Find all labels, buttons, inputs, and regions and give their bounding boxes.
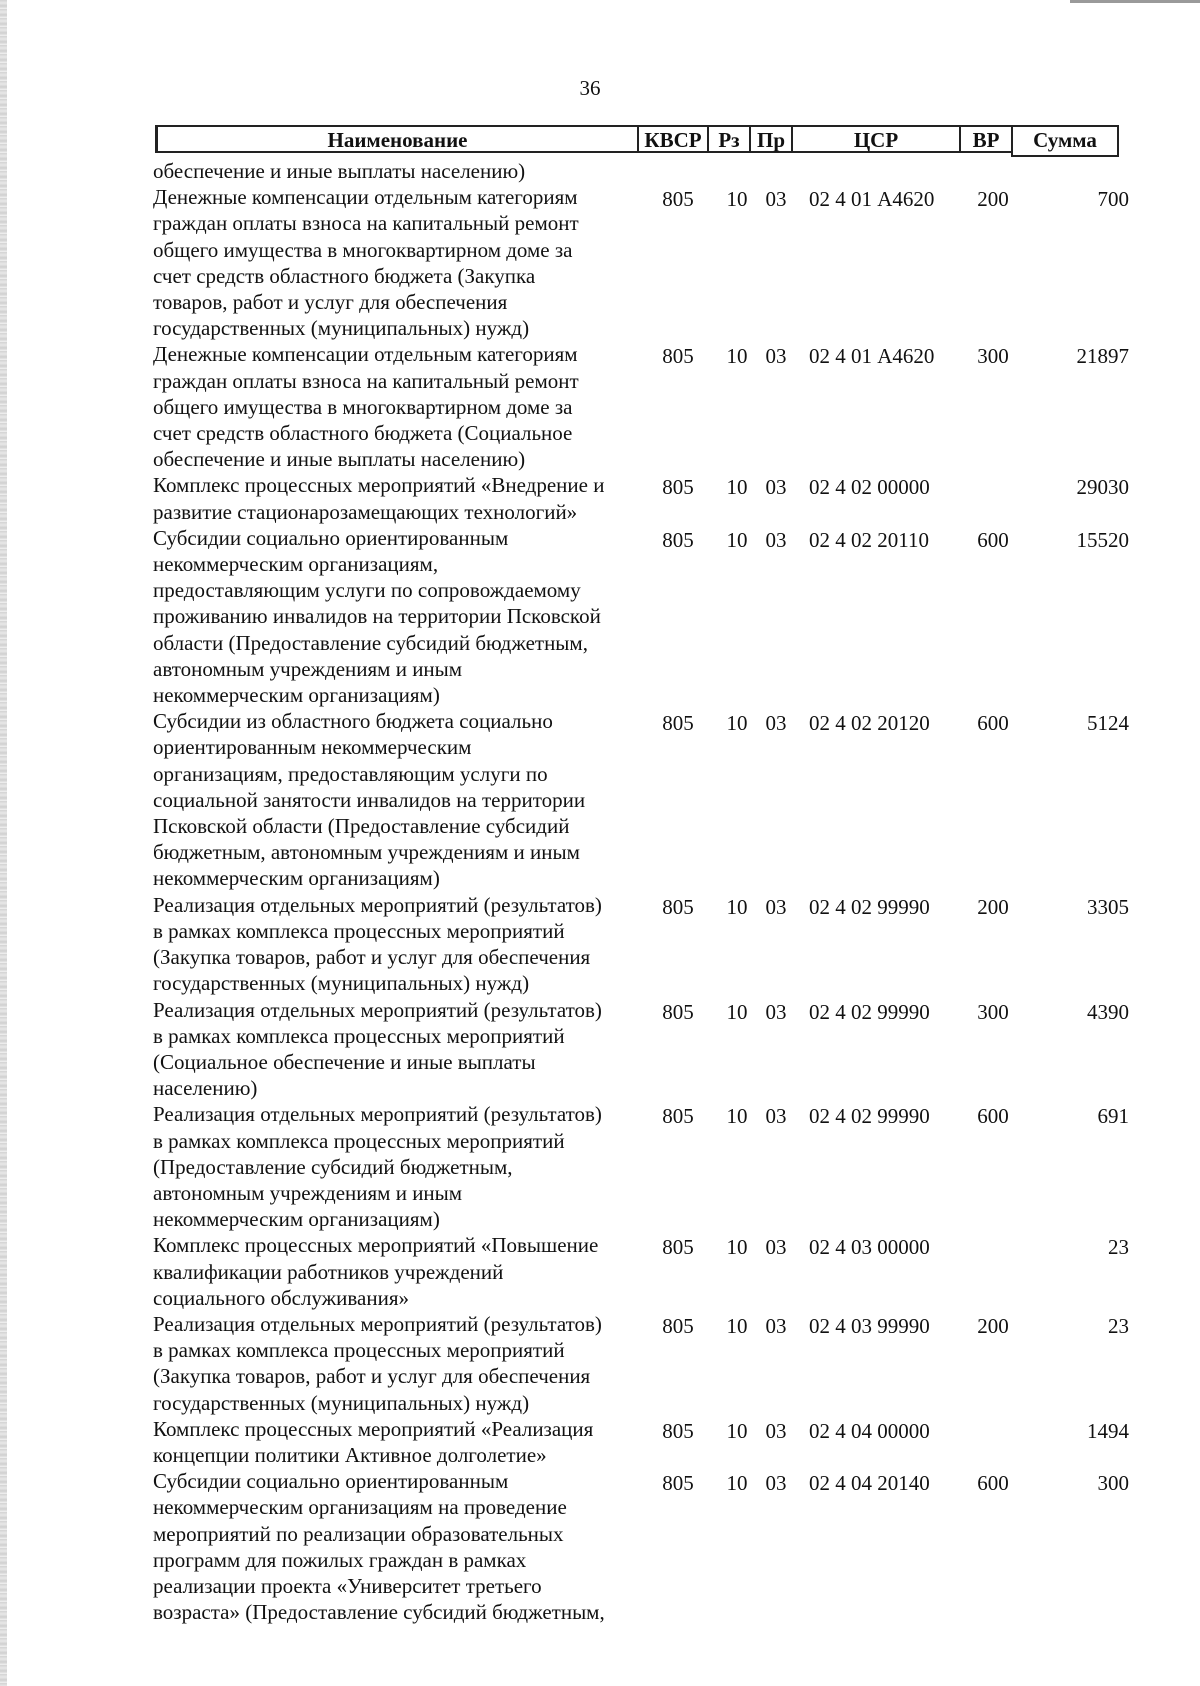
row-name-line: (Предоставление субсидий бюджетным, <box>153 1154 513 1179</box>
row-kvsr: 805 <box>662 1418 694 1443</box>
row-name-line: Субсидии из областного бюджета социально <box>153 709 553 734</box>
row-pr: 03 <box>765 527 787 552</box>
row-csr: 02 4 03 99990 <box>809 1313 930 1338</box>
table-row <box>153 1468 1133 1625</box>
header-name <box>155 125 639 153</box>
row-name-line: населению) <box>153 1076 258 1101</box>
row-kvsr: 805 <box>662 999 694 1024</box>
row-vr: 600 <box>977 527 1009 552</box>
row-kvsr: 805 <box>662 894 694 919</box>
row-name-line: в рамках комплекса процессных мероприятий <box>153 918 565 943</box>
row-csr: 02 4 03 00000 <box>809 1235 930 1260</box>
row-sum: 300 <box>1097 1471 1129 1496</box>
header-sum-label: Сумма <box>1033 128 1097 152</box>
row-name <box>153 472 633 524</box>
row-name-line: автономным учреждениям и иным <box>153 656 463 681</box>
row-name-line: организациям, предоставляющим услуги по <box>153 761 548 786</box>
row-name <box>153 997 633 1102</box>
row-pr: 03 <box>765 999 787 1024</box>
header-rz <box>707 125 751 153</box>
row-name <box>153 1311 633 1416</box>
scan-top-rule <box>1070 0 1200 3</box>
row-name-line: счет средств областного бюджета (Социальное <box>153 421 573 446</box>
header-kvsr-label: КВСР <box>644 128 702 152</box>
row-rz: 10 <box>726 1104 748 1129</box>
row-sum: 29030 <box>1076 475 1129 500</box>
table-row <box>153 708 1133 891</box>
table-row <box>153 1101 1133 1232</box>
row-sum: 15520 <box>1076 527 1129 552</box>
table-row <box>153 997 1133 1102</box>
table-row <box>153 1416 1133 1468</box>
row-name-line: некоммерческим организациям) <box>153 1207 440 1232</box>
row-pr: 03 <box>765 711 787 736</box>
row-name-line: Реализация отдельных мероприятий (результатов) <box>153 997 602 1022</box>
table-body <box>153 158 1133 1625</box>
header-csr <box>791 125 961 153</box>
row-name-line: граждан оплаты взноса на капитальный ремонт <box>153 368 579 393</box>
row-name-line: общего имущества в многоквартирном доме за <box>153 394 573 419</box>
row-csr: 02 4 01 А4620 <box>809 344 935 369</box>
row-name-line: Псковской области (Предоставление субсидий <box>153 814 570 839</box>
row-vr: 600 <box>977 711 1009 736</box>
table-row <box>153 892 1133 997</box>
row-name-line: некоммерческим организациям) <box>153 866 440 891</box>
row-vr: 600 <box>977 1471 1009 1496</box>
table-row <box>153 184 1133 341</box>
header-pr-label: Пр <box>756 128 785 152</box>
row-name-line: в рамках комплекса процессных мероприятий <box>153 1128 565 1153</box>
row-name-line: Субсидии социально ориентированным <box>153 1469 509 1494</box>
row-name <box>153 1232 633 1311</box>
row-rz: 10 <box>726 1471 748 1496</box>
row-name <box>153 341 633 472</box>
scan-left-edge <box>0 0 7 1686</box>
row-name <box>153 1101 633 1232</box>
row-vr: 300 <box>977 344 1009 369</box>
row-kvsr: 805 <box>662 711 694 736</box>
table-row <box>153 158 1133 184</box>
row-name-line: Денежные компенсации отдельным категориям <box>153 342 578 367</box>
row-name <box>153 1416 633 1468</box>
row-name-line: государственных (муниципальных) нужд) <box>153 1390 530 1415</box>
row-csr: 02 4 02 99990 <box>809 1104 930 1129</box>
row-name-line: ориентированным некоммерческим <box>153 735 472 760</box>
row-vr: 200 <box>977 894 1009 919</box>
row-name <box>153 158 633 184</box>
row-sum: 700 <box>1097 187 1129 212</box>
table-row <box>153 525 1133 708</box>
row-rz: 10 <box>726 475 748 500</box>
row-name-line: товаров, работ и услуг для обеспечения <box>153 290 508 315</box>
row-csr: 02 4 04 20140 <box>809 1471 930 1496</box>
row-name-line: Реализация отдельных мероприятий (результатов) <box>153 1311 602 1336</box>
row-rz: 10 <box>726 1235 748 1260</box>
row-name-line: Комплекс процессных мероприятий «Внедрение и <box>153 473 605 498</box>
row-sum: 5124 <box>1087 711 1129 736</box>
row-name <box>153 708 633 891</box>
row-name-line: Комплекс процессных мероприятий «Повышение <box>153 1233 599 1258</box>
row-name-line: общего имущества в многоквартирном доме за <box>153 237 573 262</box>
header-vr-label: ВР <box>972 128 1000 152</box>
row-sum: 691 <box>1097 1104 1129 1129</box>
row-name-line: квалификации работников учреждений <box>153 1259 504 1284</box>
row-name-line: государственных (муниципальных) нужд) <box>153 316 530 341</box>
row-name-line: (Социальное обеспечение и иные выплаты <box>153 1049 536 1074</box>
row-vr: 200 <box>977 187 1009 212</box>
row-kvsr: 805 <box>662 1313 694 1338</box>
row-kvsr: 805 <box>662 344 694 369</box>
row-csr: 02 4 04 00000 <box>809 1418 930 1443</box>
table-row <box>153 341 1133 472</box>
row-rz: 10 <box>726 711 748 736</box>
row-kvsr: 805 <box>662 187 694 212</box>
row-name-line: (Закупка товаров, работ и услуг для обеспечения <box>153 1364 591 1389</box>
row-name-line: области (Предоставление субсидий бюджетным, <box>153 630 588 655</box>
row-pr: 03 <box>765 1471 787 1496</box>
row-name-line: социальной занятости инвалидов на территории <box>153 787 586 812</box>
row-name-line: проживанию инвалидов на территории Псковской <box>153 604 601 629</box>
row-pr: 03 <box>765 187 787 212</box>
row-name-line: граждан оплаты взноса на капитальный ремонт <box>153 211 579 236</box>
row-name-line: мероприятий по реализации образовательных <box>153 1521 564 1546</box>
row-rz: 10 <box>726 1313 748 1338</box>
row-name-line: Реализация отдельных мероприятий (результатов) <box>153 892 602 917</box>
row-csr: 02 4 01 А4620 <box>809 187 935 212</box>
row-sum: 23 <box>1108 1235 1129 1260</box>
row-name-line: социального обслуживания» <box>153 1285 409 1310</box>
header-csr-label: ЦСР <box>853 128 899 152</box>
row-name-line: (Закупка товаров, работ и услуг для обеспечения <box>153 945 591 970</box>
row-name-line: программ для пожилых граждан в рамках <box>153 1547 527 1572</box>
header-kvsr <box>637 125 709 153</box>
header-rz-label: Рз <box>718 128 740 152</box>
row-name-line: автономным учреждениям и иным <box>153 1180 463 1205</box>
row-name-line: концепции политики Активное долголетие» <box>153 1442 547 1467</box>
row-vr: 200 <box>977 1313 1009 1338</box>
row-name-line: Денежные компенсации отдельным категориям <box>153 185 578 210</box>
row-name-line: предоставляющим услуги по сопровождаемому <box>153 578 581 603</box>
row-csr: 02 4 02 99990 <box>809 894 930 919</box>
row-name-line: некоммерческим организациям на проведение <box>153 1495 567 1520</box>
row-csr: 02 4 02 00000 <box>809 475 930 500</box>
row-sum: 21897 <box>1076 344 1129 369</box>
row-rz: 10 <box>726 999 748 1024</box>
row-name-line: Комплекс процессных мероприятий «Реализация <box>153 1416 594 1441</box>
row-name <box>153 184 633 341</box>
row-name-line: развитие стационарозамещающих технологий» <box>153 499 578 524</box>
row-csr: 02 4 02 99990 <box>809 999 930 1024</box>
row-rz: 10 <box>726 187 748 212</box>
row-name-line: возраста» (Предоставление субсидий бюджетным, <box>153 1600 605 1625</box>
row-sum: 23 <box>1108 1313 1129 1338</box>
row-rz: 10 <box>726 527 748 552</box>
row-kvsr: 805 <box>662 1104 694 1129</box>
row-vr: 300 <box>977 999 1009 1024</box>
row-pr: 03 <box>765 1418 787 1443</box>
row-kvsr: 805 <box>662 1235 694 1260</box>
row-name-line: в рамках комплекса процессных мероприятий <box>153 1338 565 1363</box>
row-kvsr: 805 <box>662 1471 694 1496</box>
row-name-line: обеспечение и иные выплаты населению) <box>153 159 526 183</box>
table-row <box>153 1232 1133 1311</box>
row-vr: 600 <box>977 1104 1009 1129</box>
row-kvsr: 805 <box>662 475 694 500</box>
row-name-line: в рамках комплекса процессных мероприятий <box>153 1023 565 1048</box>
row-name-line: Субсидии социально ориентированным <box>153 525 509 550</box>
header-sum <box>1011 125 1119 157</box>
header-vr <box>959 125 1013 153</box>
row-pr: 03 <box>765 1235 787 1260</box>
row-name-line: некоммерческим организациям, <box>153 552 439 577</box>
row-name-line: реализации проекта «Университет третьего <box>153 1573 542 1598</box>
row-pr: 03 <box>765 1313 787 1338</box>
page-number: 36 <box>579 76 601 100</box>
row-kvsr: 805 <box>662 527 694 552</box>
table-row <box>153 1311 1133 1416</box>
table-row <box>153 472 1133 524</box>
row-name <box>153 892 633 997</box>
row-name-line: Реализация отдельных мероприятий (результатов) <box>153 1102 602 1127</box>
row-pr: 03 <box>765 1104 787 1129</box>
row-pr: 03 <box>765 344 787 369</box>
header-pr <box>749 125 793 153</box>
header-name-label: Наименование <box>327 128 468 152</box>
row-rz: 10 <box>726 894 748 919</box>
row-name-line: государственных (муниципальных) нужд) <box>153 971 530 996</box>
row-name-line: некоммерческим организациям) <box>153 683 440 708</box>
row-name <box>153 525 633 708</box>
row-name-line: счет средств областного бюджета (Закупка <box>153 263 536 288</box>
row-rz: 10 <box>726 344 748 369</box>
row-csr: 02 4 02 20110 <box>809 527 929 552</box>
row-sum: 4390 <box>1087 999 1129 1024</box>
row-sum: 3305 <box>1087 894 1129 919</box>
row-name-line: бюджетным, автономным учреждениям и иным <box>153 840 580 865</box>
row-name-line: обеспечение и иные выплаты населению) <box>153 447 526 472</box>
table-header <box>155 125 1119 157</box>
row-csr: 02 4 02 20120 <box>809 711 930 736</box>
row-pr: 03 <box>765 894 787 919</box>
row-pr: 03 <box>765 475 787 500</box>
row-rz: 10 <box>726 1418 748 1443</box>
row-sum: 1494 <box>1087 1418 1129 1443</box>
row-name <box>153 1468 633 1625</box>
